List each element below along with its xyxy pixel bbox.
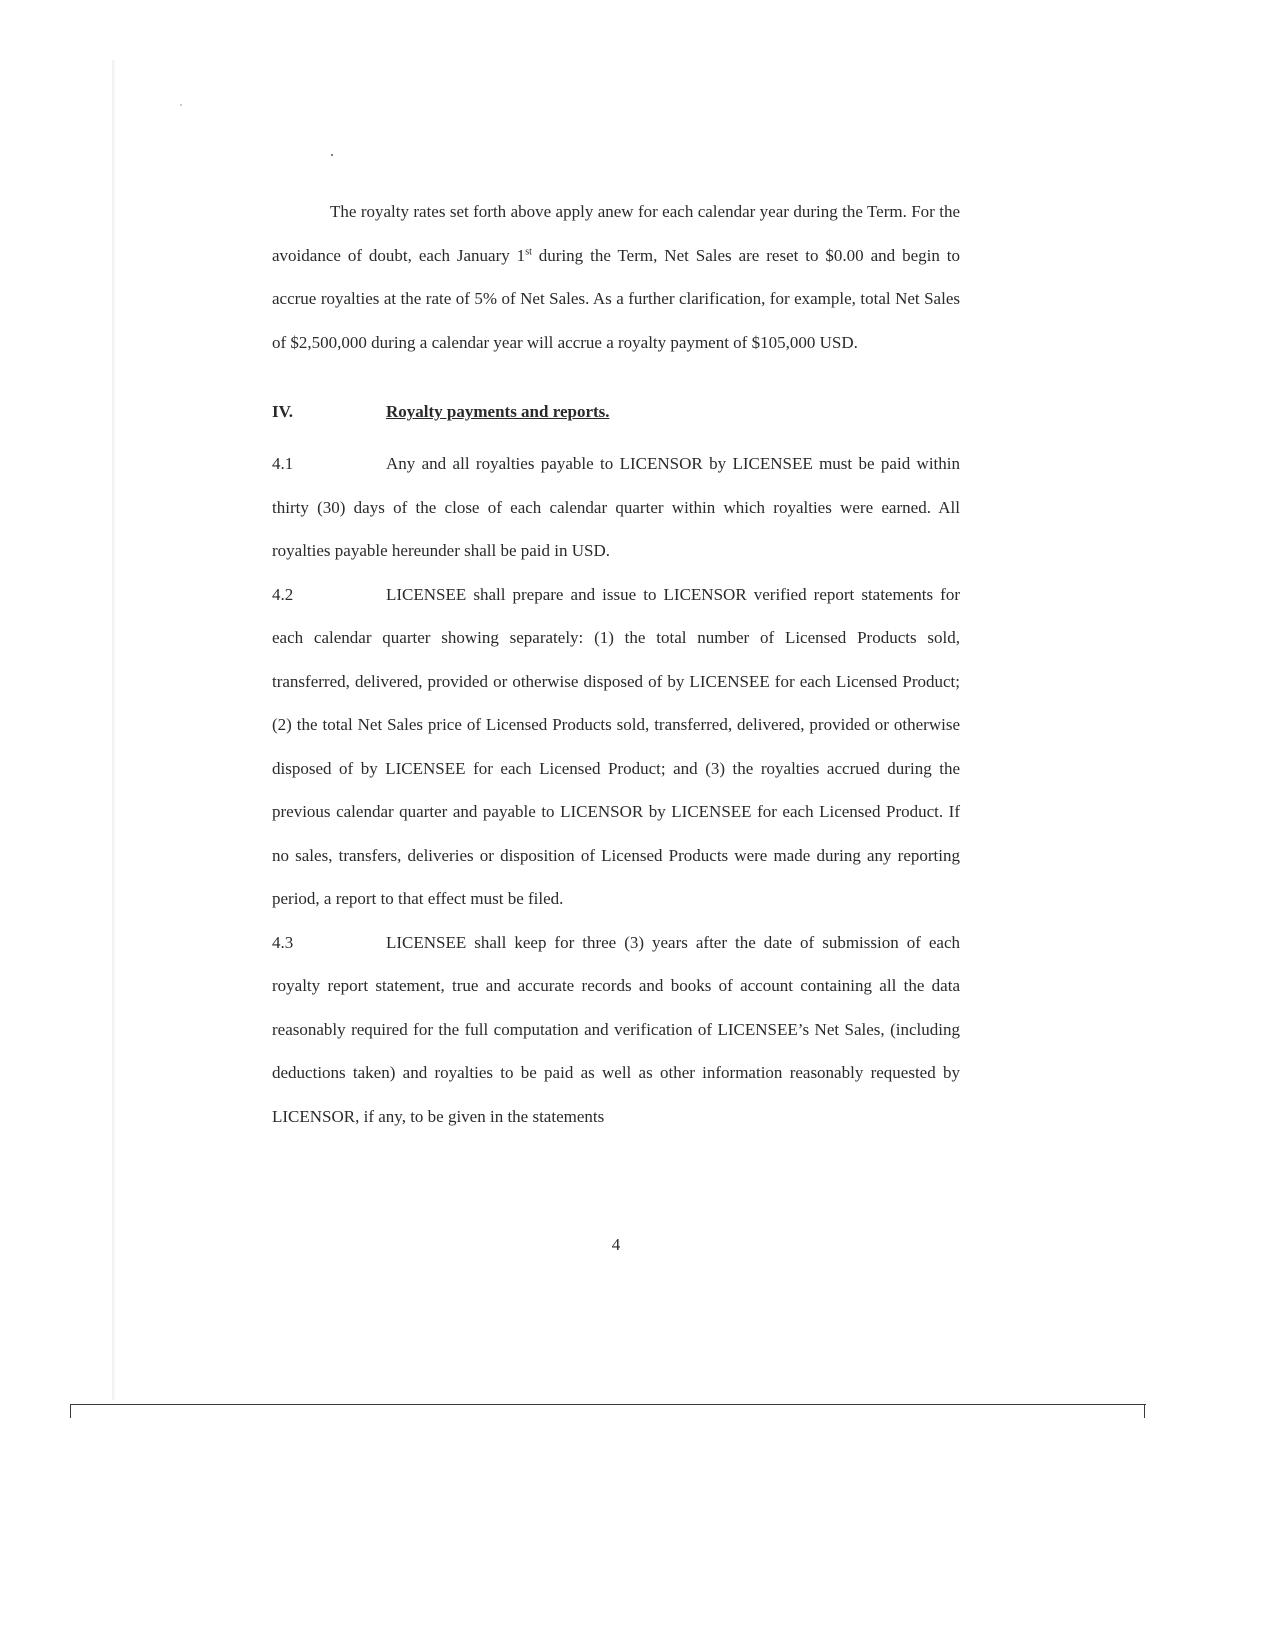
scan-speck (331, 154, 333, 156)
clause-number: 4.2 (272, 584, 294, 604)
section-title: Royalty payments and reports. (386, 402, 610, 421)
scan-edge-shadow (112, 60, 115, 1400)
scan-border-tick-right (1144, 1404, 1145, 1418)
intro-text-part2: during the Term, Net Sales are reset to $0.00 and begin to accrue royalties at the rate of 5% of Net Sales. As a further clarification, for example, total Net Sales of $2,500,000 during a calendar year will accrue a royalty payment of $105,000 USD. (272, 245, 960, 352)
section-number: IV. (272, 402, 293, 421)
intro-text-part1: The royalty rates set forth above apply anew for each calendar year during the Term. For the avoidance of doubt, each January 1 (272, 202, 960, 265)
ordinal-superscript: st (525, 245, 532, 257)
scan-border-line (70, 1404, 1146, 1405)
section-heading (272, 402, 960, 442)
clause-4-1 (272, 442, 960, 573)
clause-text: LICENSEE shall keep for three (3) years after the date of submission of each royalty report statement, true and accurate records and books of account containing all the data reasonably required for the full computation and verification of LICENSEE’s Net Sales, (including deductions taken) and royalties to be paid as well as other information reasonably requested by LICENSOR, if any, to be given in the statements (272, 932, 960, 1126)
scan-border-tick-left (70, 1404, 71, 1418)
clause-4-3 (272, 921, 960, 1139)
clause-text: Any and all royalties payable to LICENSOR by LICENSEE must be paid within thirty (30) days of the close of each calendar quarter within which royalties were earned. All royalties payable hereunder shall be paid in USD. (272, 454, 960, 560)
clause-number: 4.1 (272, 454, 294, 473)
intro-paragraph (272, 190, 960, 364)
clause-text: LICENSEE shall prepare and issue to LICENSOR verified report statements for each calendar quarter showing separately: (1) the total number of Licensed Products sold, transferred, delivered, provided or otherwise disposed of by LICENSEE for each Licensed Product; (2) the total Net Sales price of Licensed Products sold, transferred, delivered, provided or otherwise disposed of by LICENSEE for each Licensed Product; and (3) the royalties accrued during the previous calendar quarter and payable to LICENSOR by LICENSEE for each Licensed Product. If no sales, transfers, deliveries or disposition of Licensed Products were made during any reporting period, a report to that effect must be filed. (272, 584, 960, 908)
document-page (272, 190, 960, 1254)
clause-4-2 (272, 573, 960, 921)
page-number: 4 (611, 1235, 621, 1254)
scan-speck (180, 104, 182, 106)
clause-number: 4.3 (272, 932, 294, 952)
